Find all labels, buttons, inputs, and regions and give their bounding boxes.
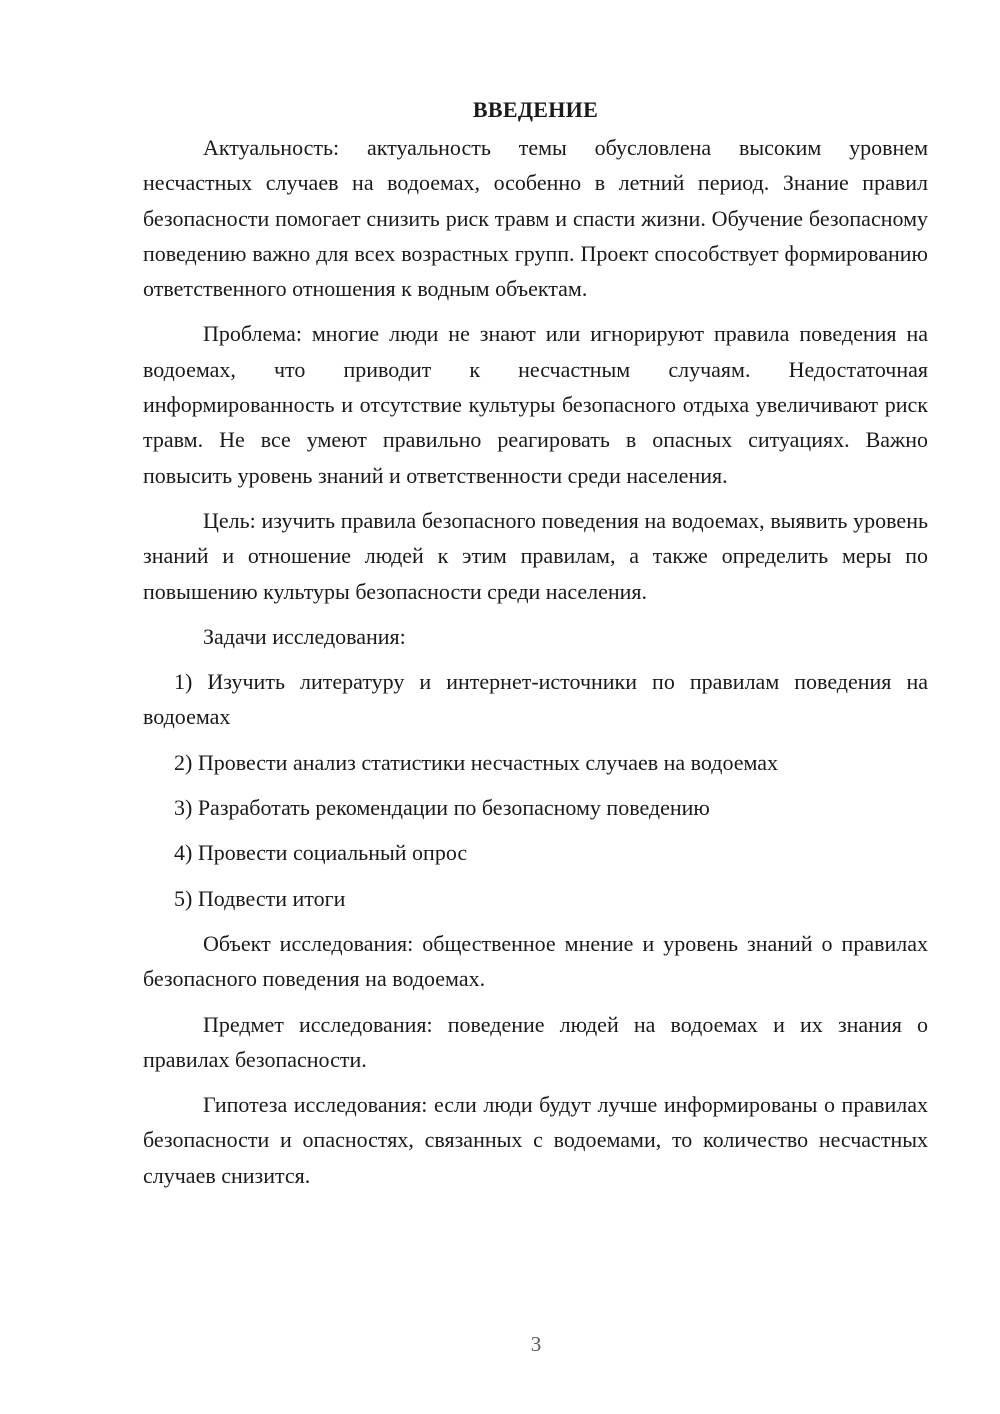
document-page [143, 92, 928, 1203]
object-paragraph: Объект исследования: общественное мнение и уровень знаний о правилах безопасного поведения на водоемах. [143, 930, 928, 992]
task-item: 4) Провести социальный опрос [174, 840, 468, 866]
problem-paragraph: Проблема: многие люди не знают или игнорируют правила поведения на водоемах, что приводит к несчастным случаям. Недостаточная информированность и отсутствие культуры безопасного отдыха увеличивают риск травм. Не все умеют правильно реагировать в опасных ситуациях. Важно повысить уровень знаний и ответственности среди населения. [143, 321, 928, 488]
subject-paragraph: Предмет исследования: поведение людей на водоемах и их знания о правилах безопасности. [143, 1011, 928, 1072]
task-item: 1) Изучить литературу и интернет-источники по правилам поведения на водоемах [143, 669, 928, 730]
page-title: ВВЕДЕНИЕ [472, 97, 599, 122]
hypothesis-paragraph: Гипотеза исследования: если люди будут лучше информированы о правилах безопасности и опасностях, связанных с водоемами, то количество несчастных случаев снизится. [143, 1092, 928, 1188]
relevance-paragraph: Актуальность: актуальность темы обусловлена высоким уровнем несчастных случаев на водоемах, особенно в летний период. Знание правил безопасности помогает снизить риск травм и спасти жизни. Обучение безопасному поведению важно для всех возрастных групп. Проект способствует формированию ответственного отношения к водным объектам. [143, 135, 928, 302]
task-item: 2) Провести анализ статистики несчастных случаев на водоемах [174, 749, 779, 775]
tasks-label: Задачи исследования: [203, 623, 406, 649]
task-item: 5) Подвести итоги [174, 885, 346, 911]
goal-paragraph: Цель: изучить правила безопасного поведения на водоемах, выявить уровень знаний и отношение людей к этим правилам, а также определить меры по повышению культуры безопасности среди населения. [143, 507, 928, 604]
page-number: 3 [530, 1332, 542, 1356]
task-item: 3) Разработать рекомендации по безопасному поведению [174, 795, 710, 821]
